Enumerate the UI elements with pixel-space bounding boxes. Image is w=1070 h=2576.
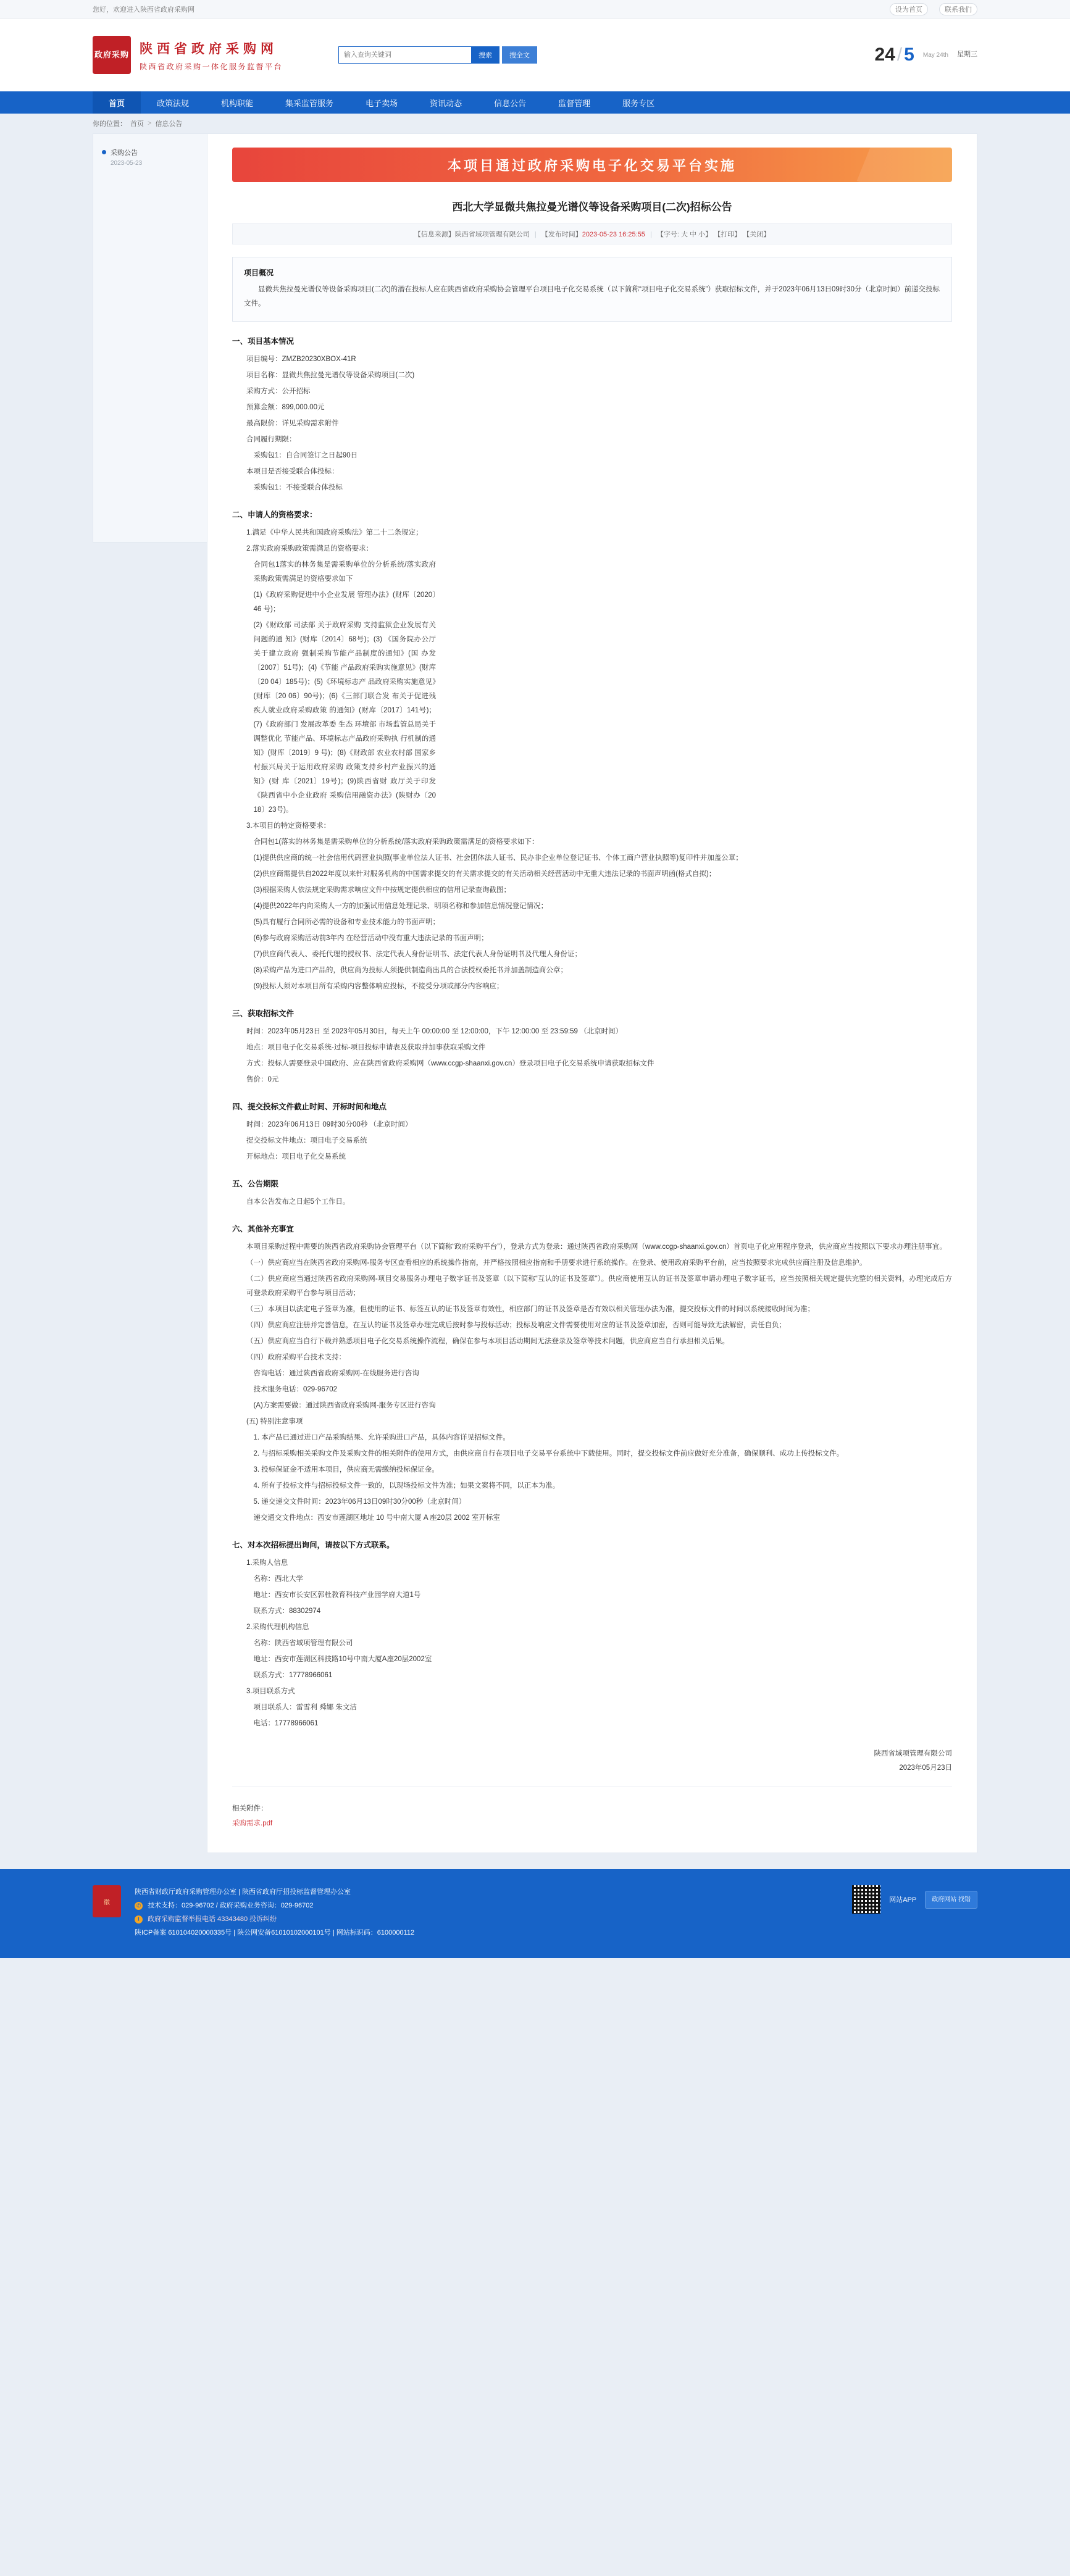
meta-time: 2023-05-23 16:25:55: [582, 231, 645, 238]
search-area: [338, 46, 537, 64]
section-6-line-6: 地址：西安市莲湖区科技路10号中南大厦A座20层2002室: [253, 1656, 432, 1663]
section-6-line-4: 2.采购代理机构信息: [246, 1624, 309, 1631]
date-slash: /: [897, 44, 903, 65]
project-overview-heading: 项目概况: [244, 269, 274, 277]
site-title: 陕西省政府采购网: [140, 41, 278, 56]
document-sections: [232, 335, 952, 1731]
section-5-line-8: 技术服务电话：029-96702: [253, 1386, 337, 1393]
date-widget: [874, 44, 977, 65]
footer-emblem-icon: 徽: [93, 1885, 121, 1917]
section-5-line-2: （二）供应商应当通过陕西省政府采购网-项目交易服务办理电子数字证书及签章（以下简称“互认的证书及签章”）。供应商使用互认的证书及签章申请办理电子数字证书，应当按照相关规定提供完整的相关资料，办理完成后方可登录政府采购平台参与项目活动；: [246, 1275, 952, 1297]
meta-fontsize-label: 【字号:: [656, 231, 679, 238]
nav-item-8[interactable]: 服务专区: [622, 98, 655, 108]
nav-item-2[interactable]: 机构职能: [221, 98, 254, 108]
section-heading-6: 七、对本次招标提出询问，请按以下方式联系。: [232, 1541, 395, 1549]
footer-qr-label: 网站APP: [889, 1896, 917, 1904]
section-5-line-11: 1. 本产品已通过进口产品采购结果、允许采购进口产品，具体内容详见招标文件。: [253, 1434, 510, 1441]
section-1-line-3: (1)《政府采购促进中小企业发展 管理办法》(财库〔2020〕46 号)；: [253, 591, 436, 613]
bullet-icon: [102, 150, 106, 154]
meta-fontsize-options[interactable]: 大 中 小】: [681, 231, 713, 238]
section-5-line-10: (五) 特别注意事项: [246, 1418, 303, 1425]
footer-line-1: 陕西省财政厅政府采购管理办公室 | 陕西省政府厅招投标监督管理办公室: [135, 1888, 351, 1896]
section-5-line-3: （三）本项目以法定电子签章为准，但使用的证书、标签互认的证书及签章有效性，相应部门的证书及签章是否有效以相关管理办法为准，提交投标文件的时间以系统接收时间为准；: [246, 1306, 814, 1313]
section-2-line-0: 时间：2023年05月23日 至 2023年05月30日，每天上午 00:00:00 至 12:00:00，下午 12:00:00 至 23:59:59 （北京时间）: [246, 1028, 623, 1035]
section-6-line-8: 3.项目联系方式: [246, 1688, 295, 1695]
utility-links: [890, 3, 977, 15]
search-button[interactable]: 搜索: [471, 46, 499, 64]
section-1-line-1: 2.落实政府采购政策需满足的资格要求：: [246, 545, 374, 552]
meta-source: 陕西省域项管理有限公司: [454, 231, 530, 238]
section-heading-4: 五、公告期限: [232, 1180, 279, 1188]
section-0-line-8: 采购包1：不接受联合体投标: [253, 484, 343, 491]
section-heading-2: 三、获取招标文件: [232, 1009, 295, 1018]
meta-print-button[interactable]: 【打印】: [714, 231, 742, 238]
section-5-line-1: （一）供应商应当在陕西省政府采购网-服务专区查看相应的系统操作指南，并严格按照相应指南和手册要求进行系统操作。在登录、使用政府采购平台前，应当按照要求完成供应商注册及信息维护。: [246, 1259, 867, 1267]
section-6-line-2: 地址：西安市长安区郭杜教育科技产业园学府大道1号: [253, 1591, 421, 1599]
breadcrumb-item-home[interactable]: 首页: [130, 120, 144, 128]
utility-bar: [0, 0, 1070, 19]
attachment-link[interactable]: 采购需求.pdf: [232, 1820, 273, 1827]
nav-item-0[interactable]: 首页: [93, 91, 141, 114]
nav-item-3[interactable]: 集采监管服务: [285, 98, 334, 108]
alert-icon: !: [135, 1915, 143, 1924]
section-0-line-3: 预算金额：899,000.00元: [246, 404, 325, 411]
section-5-line-0: 本项目采购过程中需要的陕西省政府采购协会管理平台（以下简称“政府采购平台”），登录方式为登录：通过陕西省政府采购网（www.ccgp-shaanxi.gov.cn）首页电子化应用程序登录，供应商应当按照以下要求办理注册事宜。: [246, 1243, 947, 1251]
page-title: 西北大学显微共焦拉曼光谱仪等设备采购项目(二次)招标公告: [452, 201, 732, 213]
emblem-icon: 政府采购: [93, 36, 131, 74]
section-4-line-0: 自本公告发布之日起5个工作日。: [246, 1198, 350, 1206]
section-5-line-15: 5. 递交递交文件时间：2023年06月13日09时30分00秒（北京时间）: [253, 1498, 466, 1506]
footer-line-2b: 政府采购监督举报电话 43343480 投诉纠纷: [148, 1915, 277, 1923]
breadcrumb: [0, 114, 1070, 133]
section-6-line-7: 联系方式：17778966061: [253, 1672, 333, 1679]
section-1-line-7: (1)提供供应商的统一社会信用代码营业执照(事业单位法人证书、社会团体法人证书、民办非企业单位登记证书、个体工商户营业执照等)复印件并加盖公章；: [253, 854, 743, 862]
attachment-label: 相关附件：: [232, 1805, 268, 1812]
page-layout: [0, 133, 1070, 1869]
section-0-line-0: 项目编号：ZMZB20230XBOX-41R: [246, 356, 356, 363]
date-day-number: 24: [874, 44, 895, 65]
project-overview-text: 显微共焦拉曼光谱仪等设备采购项目(二次)的潜在投标人应在陕西省政府采购协会管理平台项目电子化交易系统（以下简称“项目电子化交易系统”）获取招标文件，并于2023年06月13日09时30分（北京时间）前递交投标文件。: [244, 286, 940, 307]
section-5-line-7: 咨询电话：通过陕西省政府采购网-在线服务进行咨询: [253, 1370, 419, 1377]
section-1-line-15: (9)投标人须对本项目所有采购内容整体响应投标，不接受分项或部分内容响应；: [253, 983, 504, 990]
document-meta: 【信息来源】陕西省域项管理有限公司 | 【发布时间】2023-05-23 16:25:55 | 【字号: 大 中 小】 【打印】 【关闭】: [232, 223, 952, 244]
search-input[interactable]: [338, 46, 471, 64]
section-5-line-4: （四）供应商应注册并完善信息，在互认的证书及签章办理完成后按时参与投标活动；投标及响应文件需要使用对应的证书及签章加密，否则可能导致无法解密，责任自负；: [246, 1322, 786, 1329]
section-1-line-9: (3)根据采购人依法规定采购需求响应文件中按规定提供相应的信用记录查询截图；: [253, 886, 511, 894]
section-1-line-12: (6)参与政府采购活动前3年内 在经营活动中没有重大违法记录的书面声明；: [253, 935, 488, 942]
section-heading-5: 六、其他补充事宜: [232, 1225, 295, 1233]
section-6-line-5: 名称：陕西省域项管理有限公司: [253, 1640, 353, 1647]
section-6-line-9: 项目联系人：雷雪利 舜娜 朱文洁: [253, 1704, 357, 1711]
section-6-line-10: 电话：17778966061: [253, 1720, 319, 1727]
main-nav: [0, 91, 1070, 114]
section-1-line-11: (5)具有履行合同所必需的设备和专业技术能力的书面声明；: [253, 919, 440, 926]
breadcrumb-item-notices[interactable]: 信息公告: [155, 120, 183, 128]
section-3-line-1: 提交投标文件地点：项目电子交易系统: [246, 1137, 367, 1144]
nav-item-5[interactable]: 资讯动态: [430, 98, 462, 108]
section-heading-0: 一、项目基本情况: [232, 337, 295, 346]
section-1-line-13: (7)供应商代表人、委托代理的授权书、法定代表人身份证明书、法定代表人身份证明书及代理人身份证；: [253, 951, 582, 958]
date-weekday: 星期三: [957, 51, 977, 59]
section-6-line-3: 联系方式：88302974: [253, 1607, 321, 1615]
nav-item-6[interactable]: 信息公告: [494, 98, 527, 108]
contact-us-link[interactable]: 联系我们: [939, 3, 977, 15]
date-english: May 24th: [922, 51, 948, 59]
section-3-line-2: 开标地点：项目电子化交易系统: [246, 1153, 346, 1161]
project-overview: [232, 257, 952, 322]
signature-org: 陕西省域项管理有限公司: [874, 1750, 952, 1757]
section-1-line-0: 1.满足《中华人民共和国政府采购法》第二十二条规定；: [246, 529, 423, 536]
section-0-line-2: 采购方式：公开招标: [246, 388, 311, 395]
welcome-text: 您好，欢迎进入陕西省政府采购网: [93, 6, 194, 14]
section-5-line-5: （五）供应商应当自行下载并熟悉项目电子化交易系统操作流程，确保在参与本项目活动期间无法登录及签章等技术问题，供应商应当自行承担相关后果。: [246, 1338, 729, 1345]
phone-icon: ✆: [135, 1902, 143, 1910]
sidebar-item-date: 2023-05-23: [111, 160, 143, 167]
signature-date: 2023年05月23日: [899, 1764, 952, 1772]
set-homepage-link[interactable]: 设为首页: [890, 3, 928, 15]
promo-banner: 本项目通过政府采购电子化交易平台实施: [232, 148, 952, 182]
nav-item-1[interactable]: 政策法规: [157, 98, 190, 108]
sidebar-item-0[interactable]: [93, 143, 207, 172]
meta-close-button[interactable]: 【关闭】: [743, 231, 771, 238]
site-logo[interactable]: [93, 36, 283, 74]
qr-code-icon: [852, 1885, 880, 1914]
footer-line-3: 陕ICP备案 610104020000335号 | 陕公网安备61010102000101号 | 网站标识码：6100000112: [135, 1929, 415, 1936]
site-header: [0, 19, 1070, 91]
date-month-number: 5: [904, 44, 914, 65]
divider: [232, 1786, 952, 1787]
section-2-line-2: 方式：投标人需要登录中国政府、应在陕西省政府采购网（www.ccgp-shaanxi.gov.cn）登录项目电子化交易系统申请获取招标文件: [246, 1060, 654, 1067]
section-5-line-14: 4. 所有子投标文件与招标投标文件一致的，以现场投标文件为准；如果文案将不同，以正本为准。: [253, 1482, 560, 1490]
section-0-line-7: 本项目是否接受联合体投标：: [246, 468, 339, 475]
footer-line-2a: 技术支持：029-96702 / 政府采购业务咨询：029-96702: [148, 1902, 314, 1909]
nav-item-4[interactable]: 电子卖场: [366, 98, 398, 108]
meta-source-label: 【信息来源】: [414, 231, 455, 238]
section-6-line-0: 1.采购人信息: [246, 1559, 288, 1567]
section-5-line-6: （四）政府采购平台技术支持：: [246, 1354, 346, 1361]
section-0-line-6: 采购包1：自合同签订之日起90日: [253, 452, 358, 459]
section-3-line-0: 时间：2023年06月13日 09时30分00秒 （北京时间）: [246, 1121, 412, 1128]
gov-site-report-badge[interactable]: 政府网站 找错: [925, 1891, 977, 1909]
breadcrumb-prefix: 你的位置：: [93, 120, 127, 128]
section-1-line-6: 合同包1(落实的林务集是需采购单位的分析系统/落实政府采购政策需满足的资格要求如下：: [253, 838, 539, 846]
breadcrumb-separator: >: [148, 120, 152, 127]
section-1-line-2: 合同包1落实的林务集是需采购单位的分析系统/落实政府采购政策需满足的资格要求如下: [253, 561, 436, 583]
section-1-line-5: 3.本项目的特定资格要求：: [246, 822, 331, 830]
fulltext-search-button[interactable]: 搜全文: [502, 46, 537, 64]
sidebar-item-label: 采购公告: [111, 149, 138, 157]
section-heading-1: 二、申请人的资格要求：: [232, 511, 317, 519]
section-2-line-3: 售价：0元: [246, 1076, 279, 1083]
section-1-line-14: (8)采购产品为进口产品的，供应商为投标人须提供制造商出具的合法授权委托书并加盖制造商公章；: [253, 967, 568, 974]
section-1-line-10: (4)提供2022年内向采购人一方的加强试用信息处理记录、明项名称和参加信息情况登记情况；: [253, 902, 548, 910]
signature-block: [232, 1747, 952, 1775]
section-5-line-9: (A)方案需要做：通过陕西省政府采购网-服务专区进行咨询: [253, 1402, 436, 1409]
section-5-line-13: 3. 投标保证金不适用本项目，供应商无需缴纳投标保证金。: [253, 1466, 439, 1473]
document-content: [207, 133, 977, 1853]
section-1-line-4: (2)《财政部 司法部 关于政府采购 支持监狱企业发展有关问题的通 知》(财库〔2014〕68号)；(3) 《国务院办公厅关于建立政府 强制采购节能产品制度的通知》(国 办发〔2007〕51号)；(4)《节能 产品政府采购实施意见》(财库〔20 04〕185号)；(5)《环境标志产 品政府采购实施意见》(财库〔20 06〕90号)；(6)《三部门联合发 布关于促进残疾人就业政府采购政策 的通知》(财库〔2017〕141号)；(7)《政府部门 发展改革委 生态 环境部 市场监管总局关于调整优化 节能产品、环境标志产品政府采购执 行机制的通知》(财库〔2019〕9 号)；(8)《财政部 农业农村部 国家乡村振兴局关于运用政府采购 政策支持乡村产业振兴的通知》(财 库〔2021〕19号)；(9)陕西省财 政厅关于印发《陕西省中小企业政府 采购信用融资办法》(陕财办〔20 18〕23号)。: [253, 622, 436, 814]
meta-time-label: 【发布时间】: [541, 231, 582, 238]
section-0-line-4: 最高限价：详见采购需求附件: [246, 420, 339, 427]
section-6-line-1: 名称：西北大学: [253, 1575, 303, 1583]
section-2-line-1: 地点：项目电子化交易系统-过标-项目投标申请表及获取并加事获取采购文件: [246, 1044, 486, 1051]
site-subtitle: 陕西省政府采购一体化服务监督平台: [140, 62, 283, 71]
section-5-line-12: 2. 与招标采购相关采购文件及采购文件的相关附件的使用方式，由供应商自行在项目电子交易平台系统中下载使用。同时，提交投标文件前应做好充分准备，确保顺利、成功上传投标文件。: [253, 1450, 844, 1457]
section-5-line-16: 递交通交文件地点：西安市莲湖区地址 10 号中南大厦 A 座20层 2002 室开标室: [253, 1514, 500, 1522]
section-1-line-8: (2)供应商需提供自2022年度以来针对服务机构的中国需求提交的有关需求提交的有关活动相关经营活动中无重大违法记录的书面声明函(格式自拟)；: [253, 870, 716, 878]
sidebar: [93, 133, 207, 543]
section-heading-3: 四、提交投标文件截止时间、开标时间和地点: [232, 1103, 387, 1111]
nav-item-7[interactable]: 监督管理: [558, 98, 591, 108]
section-0-line-5: 合同履行期限：: [246, 436, 296, 443]
site-footer: [0, 1869, 1070, 1958]
section-0-line-1: 项目名称：显微共焦拉曼光谱仪等设备采购项目(二次): [246, 372, 415, 379]
